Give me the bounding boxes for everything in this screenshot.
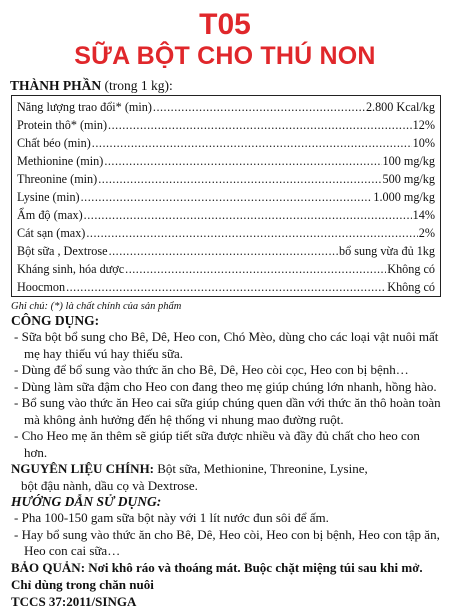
- leader-dots: [104, 152, 381, 170]
- uses-item: - Dùng làm sữa đậm cho Heo con đang theo mẹ giúp chúng lớn nhanh, hồng hào.: [11, 379, 442, 396]
- composition-basis: (trong 1 kg):: [104, 78, 173, 93]
- product-title: SỮA BỘT CHO THÚ NON: [74, 42, 376, 70]
- composition-label: Kháng sinh, hóa dược: [17, 262, 125, 276]
- composition-label: Lysine (min): [17, 190, 80, 204]
- composition-label: Bột sữa , Dextrose: [17, 244, 108, 258]
- composition-value: 500 mg/kg: [382, 172, 435, 186]
- composition-value: 1.000 mg/kg: [373, 190, 435, 204]
- uses-list: [8, 329, 442, 461]
- composition-label: Năng lượng trao đổi* (min): [17, 100, 152, 114]
- leader-dots: [81, 188, 373, 206]
- composition-row: [17, 98, 435, 116]
- composition-row: [17, 224, 435, 242]
- composition-value: 2.800 Kcal/kg: [365, 100, 435, 114]
- composition-table: [11, 95, 441, 297]
- uses-item: - Cho Heo mẹ ăn thêm sẽ giúp tiết sữa được nhiều và đầy đủ chất cho heo con hơn.: [11, 428, 442, 461]
- usage-item: - Hay bổ sung vào thức ăn cho Bê, Dê, Heo còi, Heo con bị bệnh, Heo con tập ăn, Heo con cai sữa…: [11, 527, 442, 560]
- composition-value: 10%: [412, 136, 435, 150]
- leader-dots: [92, 134, 412, 152]
- composition-label: Methionine (min): [17, 154, 104, 168]
- composition-value: 100 mg/kg: [382, 154, 435, 168]
- storage-text: Nơi khô ráo và thoáng mát. Buộc chặt miệng túi sau khi mở.: [88, 559, 423, 575]
- leader-dots: [153, 98, 365, 116]
- leader-dots: [98, 170, 381, 188]
- composition-label: Chất béo (min): [17, 136, 91, 150]
- leader-dots: [125, 260, 386, 278]
- composition-label: Cát sạn (max): [17, 226, 86, 240]
- usage-list: [8, 510, 442, 560]
- uses-item: - Dùng để bổ sung vào thức ăn cho Bê, Dê, Heo còi cọc, Heo con bị bệnh…: [11, 362, 442, 379]
- composition-row: [17, 116, 435, 134]
- storage-label: BẢO QUẢN:: [11, 559, 86, 575]
- ingredients-heading: NGUYÊN LIỆU CHÍNH:: [11, 461, 155, 476]
- composition-value: bổ sung vừa đủ 1kg: [339, 244, 435, 258]
- composition-row: [17, 188, 435, 206]
- leader-dots: [109, 242, 338, 260]
- composition-row: [17, 242, 435, 260]
- ingredients-section: [8, 461, 442, 494]
- composition-row: [17, 152, 435, 170]
- composition-label: Threonine (min): [17, 172, 98, 186]
- composition-label: Protein thô* (min): [17, 118, 108, 132]
- composition-row: [17, 170, 435, 188]
- leader-dots: [84, 206, 412, 224]
- composition-row: [17, 206, 435, 224]
- uses-heading: CÔNG DỤNG:: [11, 313, 100, 328]
- composition-value: Không có: [387, 262, 435, 276]
- composition-label: Ẩm độ (max): [17, 208, 83, 222]
- composition-row: [17, 278, 435, 296]
- composition-value: 14%: [412, 208, 435, 222]
- composition-value: Không có: [387, 280, 435, 294]
- uses-item: - Bổ sung vào thức ăn Heo cai sữa giúp chúng quen dần với thức ăn thô hoàn toàn mà không ảnh hưởng đến hệ thống vi nhung mao đường ruột.: [11, 395, 442, 428]
- usage-heading: HƯỚNG DẪN SỬ DỤNG:: [11, 494, 162, 509]
- composition-note: Ghi chú: (*) là chất chính của sản phẩm: [11, 301, 182, 312]
- composition-value: 2%: [418, 226, 435, 240]
- product-code: T05: [199, 8, 251, 41]
- uses-item: - Sữa bột bổ sung cho Bê, Dê, Heo con, Chó Mèo, dùng cho các loại vật nuôi mất mẹ hay thiếu vú hay thiếu sữa.: [11, 329, 442, 362]
- ingredients-line-2: bột đậu nành, dầu cọ và Dextrose.: [21, 477, 198, 493]
- composition-row: [17, 260, 435, 278]
- composition-label: Hoocmon: [17, 280, 66, 294]
- leader-dots: [108, 116, 412, 134]
- ingredients-line-1: Bột sữa, Methionine, Threonine, Lysine,: [157, 461, 368, 476]
- composition-row: [17, 134, 435, 152]
- standard-code: TCCS 37:2011/SINGA: [11, 594, 137, 609]
- composition-heading: THÀNH PHẦN: [10, 78, 102, 93]
- storage-section: [8, 560, 442, 577]
- leader-dots: [66, 278, 386, 296]
- composition-value: 12%: [412, 118, 435, 132]
- usage-item: - Pha 100-150 gam sữa bột này với 1 lít nước đun sôi để ấm.: [11, 510, 442, 527]
- usage-restriction: Chỉ dùng trong chăn nuôi: [11, 577, 154, 592]
- composition-heading-line: [8, 78, 442, 93]
- leader-dots: [86, 224, 417, 242]
